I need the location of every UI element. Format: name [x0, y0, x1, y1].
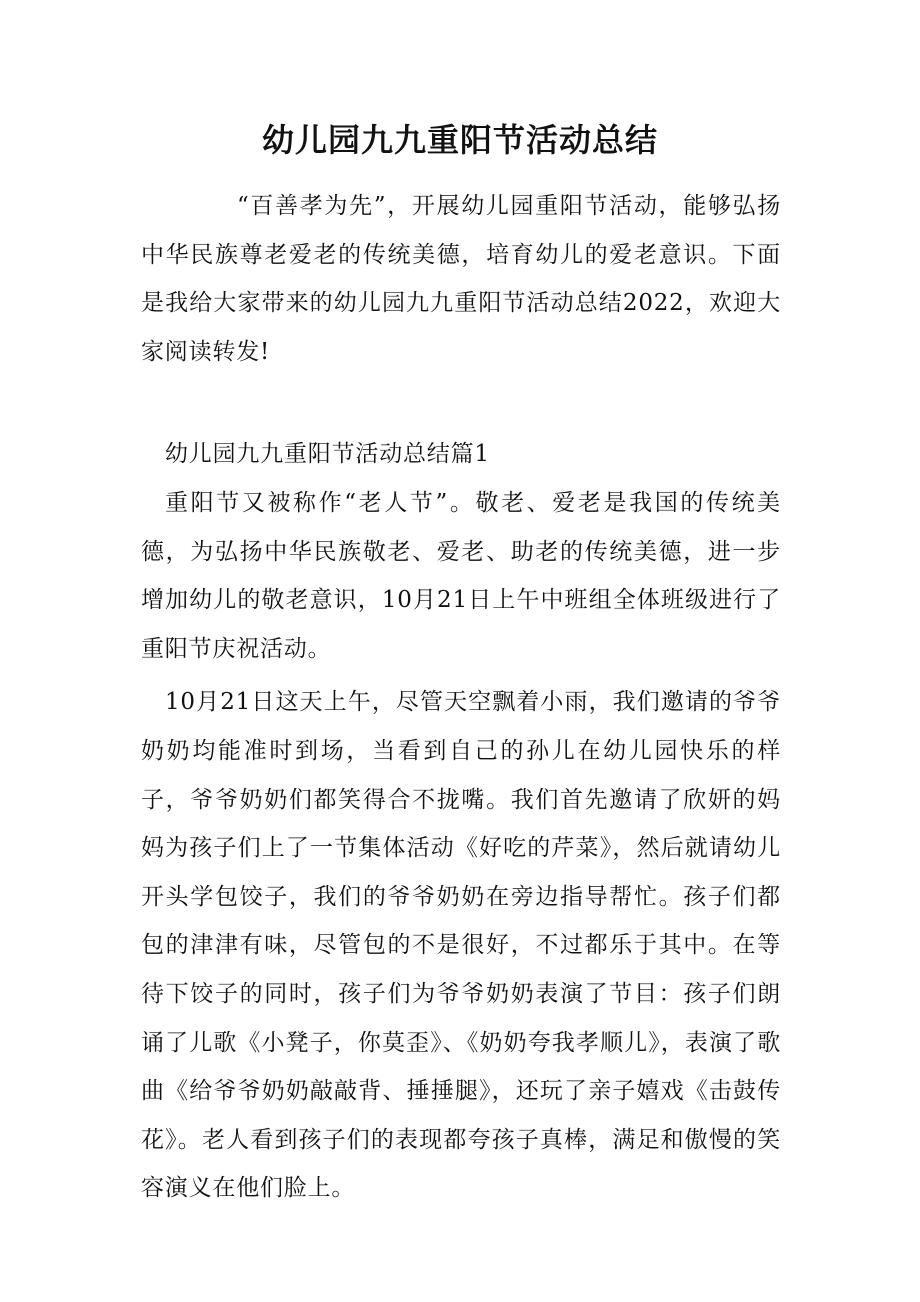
section-heading: 幼儿园九九重阳节活动总结篇1 [165, 441, 490, 468]
intro-paragraph: “百善孝为先”，开展幼儿园重阳节活动，能够弘扬中华民族尊老爱老的传统美德，培育幼儿的爱老意识。下面是我给大家带来的幼儿园九九重阳节活动总结2022，欢迎大家阅读转发! [141, 193, 781, 365]
document-body [141, 182, 781, 1213]
body-paragraph-2: 10月21日这天上午，尽管天空飘着小雨，我们邀请的爷爷奶奶均能准时到场，当看到自己的孙儿在幼儿园快乐的样子，爷爷奶奶们都笑得合不拢嘴。我们首先邀请了欣妍的妈妈为孩子们上了一节集体活动《好吃的芹菜》，然后就请幼儿开头学包饺子，我们的爷爷奶奶在旁边指导帮忙。孩子们都包的津津有味，尽管包的不是很好，不过都乐于其中。在等待下饺子的同时，孩子们为爷爷奶奶表演了节目：孩子们朗诵了儿歌《小凳子，你莫歪》、《奶奶夸我孝顺儿》，表演了歌曲《给爷爷奶奶敲敲背、捶捶腿》，还玩了亲子嬉戏《击鼓传花》。老人看到孩子们的表现都夸孩子真棒，满足和傲慢的笑容演义在他们脸上。 [141, 689, 781, 1202]
document-title: 幼儿园九九重阳节活动总结 [261, 121, 658, 159]
body-paragraph-1: 重阳节又被称作“老人节”。敬老、爱老是我国的传统美德，为弘扬中华民族敬老、爱老、助老的传统美德，进一步增加幼儿的敬老意识，10月21日上午中班组全体班级进行了重阳节庆祝活动。 [141, 489, 781, 662]
spacer [141, 376, 781, 430]
